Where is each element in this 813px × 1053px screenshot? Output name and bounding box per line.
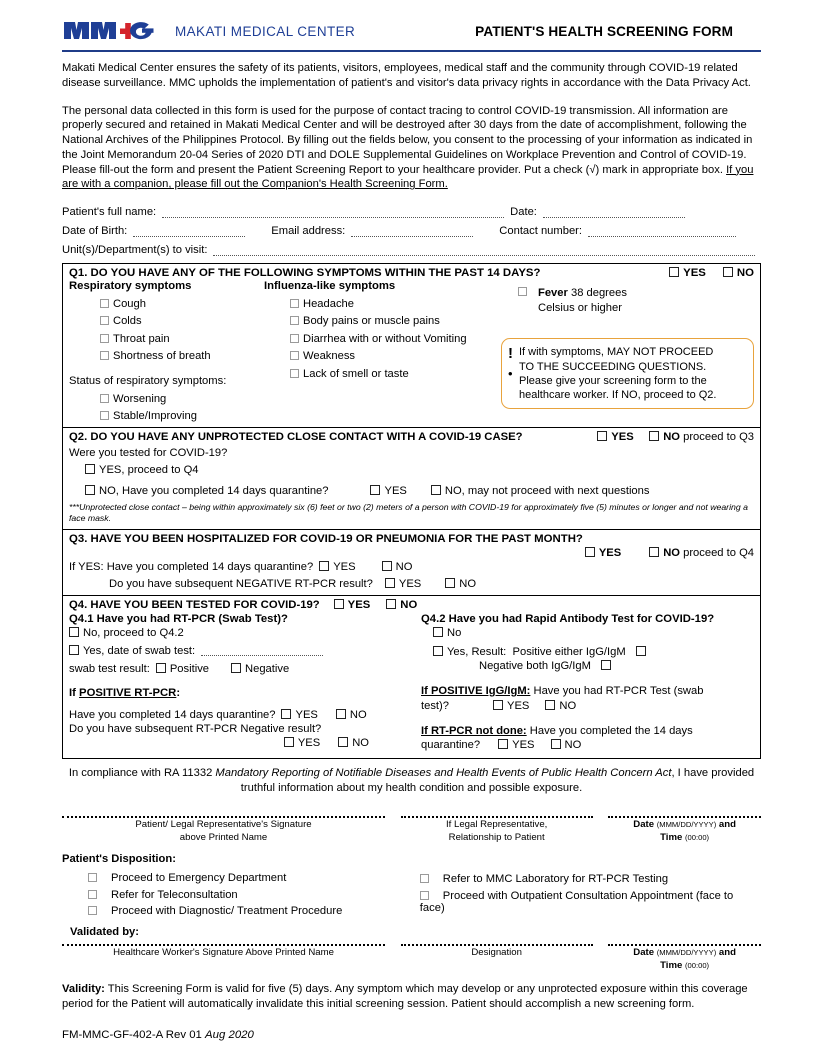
q1-question-text: Q1. DO YOU HAVE ANY OF THE FOLLOWING SYMPTOMS WITHIN THE PAST 14 DAYS?: [69, 267, 541, 280]
q41-quarantine-no-label: NO: [349, 709, 367, 721]
intro-paragraph-1: Makati Medical Center ensures the safety of its patients, visitors, employees, medical staff and the community through COVID-19 related disease surveillance. MMC upholds the implementation of patient's and visitor's data privacy rights in accordance with the Data Privacy Act.: [62, 62, 751, 89]
q41-yes-label: Yes, date of swab test:: [83, 645, 196, 657]
fever-checkbox[interactable]: [518, 287, 527, 296]
warning-line-3: Please give your screening form to the: [519, 374, 707, 387]
throat-pain-checkbox[interactable]: [100, 334, 109, 343]
disposition-right-column: [412, 868, 761, 918]
designation-caption: Designation: [471, 947, 522, 959]
body-pains-label: Body pains or muscle pains: [303, 315, 440, 328]
if-positive-bold: POSITIVE RT-PCR: [79, 687, 177, 699]
q3-quarantine-no-checkbox[interactable]: [382, 561, 392, 571]
q42-column: [421, 613, 754, 753]
q41-result-row: [69, 663, 415, 675]
q4-answer-group: [334, 599, 418, 611]
q41-subsequent-yes-checkbox[interactable]: [284, 737, 294, 747]
healthcare-signature-block[interactable]: [62, 944, 385, 973]
q41-no-checkbox[interactable]: [69, 627, 79, 637]
q3-yes-label: YES: [598, 547, 622, 559]
patient-signature-row: [62, 816, 761, 845]
q1-header-row: [69, 267, 754, 279]
q1-no-checkbox[interactable]: [723, 267, 733, 277]
warning-inner: [508, 345, 745, 402]
fever-text: [531, 286, 627, 315]
q2-yes-option-row[interactable]: [69, 464, 754, 476]
q3-negative-label: Do you have subsequent NEGATIVE RT-PCR result?: [109, 578, 373, 590]
q3-yes-checkbox[interactable]: [585, 547, 595, 557]
q1-yes-label: YES: [683, 267, 706, 280]
colds-label: Colds: [113, 315, 142, 328]
if-positive-prefix: If: [69, 687, 80, 699]
body-pains-checkbox[interactable]: [290, 316, 299, 325]
dob-row: [62, 225, 761, 237]
symptom-item[interactable]: [264, 315, 504, 327]
intro-paragraph-2: [62, 104, 761, 193]
date-time-line[interactable]: [608, 816, 761, 818]
q41-subsequent-no-checkbox[interactable]: [338, 737, 348, 747]
q41-subsequent-yes-label: YES: [297, 737, 321, 749]
q2-no-label: NO: [663, 431, 680, 444]
healthcare-signature-line[interactable]: [62, 944, 385, 946]
disposition-item[interactable]: [62, 889, 412, 901]
diarrhea-checkbox[interactable]: [290, 334, 299, 343]
disposition-item[interactable]: [412, 873, 761, 885]
page-title: PATIENT'S HEALTH SCREENING FORM: [475, 23, 733, 39]
q42-nd-yes-checkbox[interactable]: [498, 739, 508, 749]
q4-no-label: NO: [400, 599, 418, 611]
mmc-lab-rtpcr-label: Refer to MMC Laboratory for RT-PCR Testing: [442, 873, 669, 886]
q3-quarantine-label: If YES: Have you completed 14 days quarantine?: [69, 561, 314, 573]
q41-no-label: No, proceed to Q4.2: [83, 627, 184, 639]
sig-gap-1: [385, 816, 401, 845]
emergency-department-checkbox[interactable]: [88, 873, 97, 882]
rep-line1: If Legal Representative,: [445, 818, 548, 830]
diarrhea-label: Diarrhea with or without Vomiting: [303, 332, 467, 345]
swab-date-input[interactable]: [201, 645, 323, 656]
q41-subsequent-label: Do you have subsequent RT-PCR Negative result?: [69, 723, 322, 735]
q3-line-1: [69, 561, 754, 573]
disposition-left-column: [62, 868, 412, 918]
headache-checkbox[interactable]: [290, 299, 299, 308]
contact-input[interactable]: [588, 226, 736, 237]
hw-date-format-label: (MMM/DD/YYYY): [656, 948, 717, 958]
symptom-warning-box: [501, 338, 754, 409]
symptom-item[interactable]: [69, 333, 264, 345]
form-header: [62, 10, 761, 52]
symptom-item[interactable]: [264, 298, 504, 310]
disposition-item[interactable]: [412, 890, 761, 914]
date-bold-label: Date: [633, 818, 655, 830]
q41-if-positive-header: [69, 687, 415, 699]
warning-text: [519, 345, 716, 402]
q2-quarantine-no-label: NO, may not proceed with next questions: [444, 485, 650, 498]
q3-quarantine-yes-checkbox[interactable]: [319, 561, 329, 571]
q1-no-label: NO: [736, 267, 754, 280]
doc-id-text: FM-MMC-GF-402-A Rev 01: [62, 1028, 206, 1041]
q42-if-positive-rest: Have you had RT-PCR Test (swab: [530, 685, 704, 697]
q1-answer-group: [669, 267, 754, 279]
q2-answer-group: [597, 431, 754, 443]
swab-negative-checkbox[interactable]: [231, 663, 241, 673]
question-1-section: [63, 264, 760, 428]
outpatient-consult-checkbox[interactable]: [420, 891, 429, 900]
org-name: MAKATI MEDICAL CENTER: [175, 23, 356, 39]
date-label: Date:: [510, 206, 537, 219]
warning-markers: [508, 345, 519, 402]
q41-quarantine-yes-label: YES: [295, 709, 318, 721]
date-time-block[interactable]: [608, 816, 761, 845]
q3-negative-yes-label: YES: [398, 578, 422, 590]
q42-if-notdone-bold: If RT-PCR not done:: [421, 724, 527, 737]
intro-paragraph-2-main: The personal data collected in this form is used for the purpose of contact tracing to control COVID-19 transmission. All information are properly secured and retained in Makati Medical Center and will be destroyed after 30 days from the date of accomplishment, following the National Archives of the Philippines Protocol. By filling out the fields below, you consent to the processing of your information as indicated in the Joint Memorandum 20-04 Series of 2020 DTI and DOLE Supplemental Guidelines on Workplace Prevention and Control of COVID-19. Please fill-out the form and present the Patient Screening Report to your healthcare provider. Put a check (√) mark in appropriate box.: [62, 104, 753, 176]
q4-yes-checkbox[interactable]: [334, 599, 344, 609]
exclamation-icon: !: [508, 345, 513, 363]
q42-result1-label: Positive either IgG/IgM: [512, 646, 626, 658]
q42-result2-row: [421, 660, 754, 672]
validated-by-label: Validated by:: [70, 926, 140, 939]
swab-result-label: swab test result:: [69, 663, 150, 675]
date-format-label: (MMM/DD/YYYY): [656, 819, 717, 829]
q42-result2-checkbox[interactable]: [601, 660, 611, 670]
representative-caption: [401, 819, 593, 845]
symptom-item[interactable]: [69, 298, 264, 310]
q2-footnote: ***Unprotected close contact – being within approximately six (6) feet or two (2) meters of a person with COVID-19 for approximately five (5) minutes or longer and not wearing a face mask.: [69, 502, 748, 524]
q2-tested-yes-checkbox[interactable]: [85, 464, 95, 474]
q2-quarantine-no-checkbox[interactable]: [431, 485, 441, 495]
symptom-item[interactable]: [69, 350, 264, 362]
full-name-label: Patient's full name:: [62, 206, 157, 219]
q41-subsequent-row: [69, 737, 415, 749]
q3-line-2: [69, 578, 754, 590]
question-4-section: [63, 596, 760, 758]
email-input[interactable]: [351, 226, 473, 237]
q42-yes-row: [421, 646, 754, 658]
q4-header-row: [69, 599, 754, 611]
contact-label: Contact number:: [499, 225, 583, 238]
q3-quarantine-no-label: NO: [395, 561, 413, 573]
q3-no-suffix: proceed to Q4: [679, 547, 754, 559]
healthcare-date-line[interactable]: [608, 944, 761, 946]
respiratory-status-label: Status of respiratory symptoms:: [69, 375, 227, 388]
q2-tested-no-checkbox[interactable]: [85, 485, 95, 495]
q4-no-checkbox[interactable]: [386, 599, 396, 609]
disposition-section: [62, 853, 761, 939]
q42-nd-no-checkbox[interactable]: [551, 739, 561, 749]
q42-no-row[interactable]: [421, 627, 754, 639]
weakness-label: Weakness: [303, 350, 356, 363]
headache-label: Headache: [303, 297, 355, 310]
doc-date-text: Aug 2020: [205, 1028, 254, 1041]
healthcare-signature-row: [62, 944, 761, 973]
q2-no-suffix: proceed to Q3: [679, 431, 754, 444]
weakness-checkbox[interactable]: [290, 351, 299, 360]
disposition-item[interactable]: [62, 905, 412, 917]
q4-columns: [69, 613, 754, 753]
cough-label: Cough: [113, 297, 146, 310]
q42-pos-yes-checkbox[interactable]: [493, 700, 503, 710]
lack-of-smell-label: Lack of smell or taste: [303, 367, 409, 380]
q2-tested-no-label: NO, Have you completed 14 days quarantine?: [99, 485, 329, 498]
q2-quarantine-yes-checkbox[interactable]: [370, 485, 380, 495]
symptom-item[interactable]: [264, 350, 504, 362]
compliance-prefix: In compliance with RA 11332: [68, 767, 216, 780]
q41-column: [69, 613, 421, 753]
disposition-title: Patient's Disposition:: [62, 852, 176, 865]
compliance-statement: [62, 766, 761, 796]
outpatient-consult-label: Proceed with Outpatient Consultation Appointment (face to face): [419, 889, 734, 914]
q2-question-text: Q2. DO YOU HAVE ANY UNPROTECTED CLOSE CONTACT WITH A COVID-19 CASE?: [69, 431, 523, 444]
q42-yes-label: Yes, Result:: [447, 646, 507, 658]
q3-no-label: NO: [663, 547, 680, 559]
fever-item[interactable]: [504, 286, 754, 315]
date-input[interactable]: [543, 207, 685, 218]
validity-note: [62, 982, 761, 1012]
q4-question-text: Q4. HAVE YOU BEEN TESTED FOR COVID-19?: [69, 599, 320, 611]
patient-info-fields: [62, 206, 761, 256]
hw-gap-1: [385, 944, 401, 973]
brand-lockup: [62, 18, 355, 44]
q3-quarantine-yes-label: YES: [333, 561, 356, 573]
disposition-item[interactable]: [62, 872, 412, 884]
swab-negative-label: Negative: [245, 663, 290, 675]
time-format-label: (00:00): [685, 832, 710, 842]
unit-label: Unit(s)/Department(s) to visit:: [62, 244, 208, 257]
respiratory-header: Respiratory symptoms: [69, 280, 192, 293]
influenza-header: Influenza-like symptoms: [264, 280, 396, 293]
representative-block[interactable]: [401, 816, 593, 845]
patient-sig-line2: above Printed Name: [179, 831, 268, 843]
diagnostic-procedure-label: Proceed with Diagnostic/ Treatment Procedure: [111, 905, 343, 918]
q42-nd-yes-label: YES: [512, 739, 535, 752]
q2-header-row: [69, 431, 754, 443]
validity-label: Validity:: [62, 982, 105, 995]
hw-date-and-label: and: [716, 947, 736, 959]
q3-answer-group: [69, 547, 754, 559]
hw-gap-2: [593, 944, 609, 973]
cough-checkbox[interactable]: [100, 299, 109, 308]
lack-of-smell-checkbox[interactable]: [290, 369, 299, 378]
worsening-checkbox[interactable]: [100, 394, 109, 403]
q41-yes-checkbox[interactable]: [69, 645, 79, 655]
q2-yes-checkbox[interactable]: [597, 431, 607, 441]
patient-signature-caption: [62, 819, 385, 845]
fever-bold-label: Fever: [538, 287, 568, 300]
q3-negative-no-label: NO: [459, 578, 477, 590]
q2-no-option-row: [69, 485, 754, 497]
q41-quarantine-row: [69, 709, 415, 721]
email-label: Email address:: [271, 225, 346, 238]
q42-if-notdone-rest2: quarantine?: [421, 739, 481, 752]
unit-input[interactable]: [213, 245, 755, 256]
q41-quarantine-no-checkbox[interactable]: [336, 709, 346, 719]
hw-time-format-label: (00:00): [685, 961, 710, 970]
fever-rest-label: 38 degrees: [567, 287, 627, 300]
healthcare-signature-caption: Healthcare Worker's Signature Above Printed Name: [113, 947, 334, 959]
patient-sig-line1: Patient/ Legal Representative's Signature: [135, 818, 312, 830]
q3-negative-yes-checkbox[interactable]: [385, 578, 395, 588]
bullet-dot-icon: •: [508, 365, 513, 381]
unit-row: [62, 244, 761, 256]
symptom-item[interactable]: [264, 368, 504, 380]
status-item[interactable]: [69, 410, 264, 422]
designation-line[interactable]: [401, 944, 593, 946]
q42-result2-label: Negative both IgG/IgM: [479, 660, 591, 672]
companion-form-note: If you are with a companion, please fill out the Companion's Health Screening Form.: [62, 163, 754, 191]
q42-if-positive-rest2: test)?: [421, 699, 449, 712]
q41-subsequent-no-label: NO: [352, 737, 369, 749]
fever-line2-label: Celsius or higher: [538, 301, 622, 314]
compliance-suffix: , I have provided truthful information about my health condition and possible exposure.: [240, 767, 755, 794]
q42-if-notdone-rest: Have you completed the 14 days: [526, 724, 693, 737]
patient-signature-line[interactable]: [62, 816, 385, 818]
date-and-label: and: [716, 818, 736, 830]
q42-pos-no-checkbox[interactable]: [545, 700, 555, 710]
question-3-section: [63, 530, 760, 596]
rep-line2: Relationship to Patient: [448, 831, 545, 843]
if-positive-suffix: :: [176, 687, 181, 699]
question-2-section: [63, 428, 760, 530]
compliance-act-title: Mandatory Reporting of Notifiable Diseases and Health Events of Public Health Concern Act: [215, 767, 672, 780]
mmc-logo-icon: [62, 18, 168, 44]
q42-pos-no-label: NO: [559, 699, 577, 712]
hw-time-bold-label: Time: [660, 960, 683, 971]
document-id: [62, 1029, 761, 1041]
q42-yes-checkbox[interactable]: [433, 646, 443, 656]
q2-yes-label: YES: [611, 431, 634, 444]
symptom-item[interactable]: [264, 333, 504, 345]
q42-header: Q4.2 Have you had Rapid Antibody Test for COVID-19?: [421, 613, 715, 625]
q42-if-positive-bold: If POSITIVE IgG/IgM:: [421, 685, 531, 697]
time-bold-label: Time: [660, 831, 683, 843]
q42-result1-checkbox[interactable]: [636, 646, 646, 656]
validity-text: This Screening Form is valid for five (5) days. Any symptom which may develop or any unprotected exposure within this coverage period for the Patient will automatically invalidate this initial screening session. Patient should accomplish a new screening form.: [62, 982, 748, 1010]
q3-no-checkbox[interactable]: [649, 547, 659, 557]
q4-yes-label: YES: [347, 599, 371, 611]
warning-line-4: healthcare worker. If NO, proceed to Q2.: [519, 389, 717, 402]
q1-respiratory-column: [69, 280, 264, 422]
representative-line[interactable]: [401, 816, 593, 818]
q2-no-checkbox[interactable]: [649, 431, 659, 441]
warning-line-2: TO THE SUCCEEDING QUESTIONS.: [519, 360, 707, 373]
dob-label: Date of Birth:: [62, 225, 128, 238]
full-name-input[interactable]: [162, 207, 504, 218]
designation-block[interactable]: [401, 944, 593, 973]
stable-improving-label: Stable/Improving: [113, 410, 197, 423]
q42-no-label: No: [447, 627, 462, 639]
q42-if-positive-block: [421, 684, 754, 714]
dob-input[interactable]: [133, 226, 245, 237]
swab-positive-checkbox[interactable]: [156, 663, 166, 673]
q1-yes-checkbox[interactable]: [669, 267, 679, 277]
shortness-of-breath-checkbox[interactable]: [100, 351, 109, 360]
disposition-columns: [62, 868, 761, 918]
stable-improving-checkbox[interactable]: [100, 411, 109, 420]
q42-nd-no-label: NO: [564, 739, 582, 752]
teleconsultation-label: Refer for Teleconsultation: [111, 888, 238, 901]
teleconsultation-checkbox[interactable]: [88, 890, 97, 899]
date-time-caption: [608, 819, 761, 845]
full-name-row: [62, 206, 761, 218]
q41-yes-row: [69, 645, 415, 657]
q41-quarantine-yes-checkbox[interactable]: [281, 709, 291, 719]
q41-quarantine-label: Have you completed 14 days quarantine?: [69, 709, 276, 721]
q2-tested-label: Were you tested for COVID-19?: [69, 447, 228, 460]
worsening-label: Worsening: [113, 392, 167, 405]
questions-box: [62, 263, 761, 759]
q1-influenza-column: [264, 280, 504, 422]
q42-pos-yes-label: YES: [506, 699, 530, 712]
q42-no-checkbox[interactable]: [433, 627, 443, 637]
emergency-department-label: Proceed to Emergency Department: [111, 872, 287, 885]
healthcare-date-block[interactable]: [608, 944, 761, 973]
q2-quarantine-yes-label: YES: [384, 485, 407, 498]
q1-columns: [69, 280, 754, 422]
colds-checkbox[interactable]: [100, 316, 109, 325]
healthcare-date-caption: [608, 947, 761, 973]
q2-tested-yes-label: YES, proceed to Q4: [99, 464, 199, 477]
q3-negative-no-checkbox[interactable]: [445, 578, 455, 588]
mmc-lab-rtpcr-checkbox[interactable]: [420, 874, 429, 883]
q42-if-notdone-block: [421, 724, 754, 754]
symptom-item[interactable]: [69, 315, 264, 327]
q41-no-row[interactable]: [69, 627, 415, 639]
diagnostic-procedure-checkbox[interactable]: [88, 906, 97, 915]
hw-date-bold-label: Date: [633, 947, 655, 959]
q3-question-text: Q3. HAVE YOU BEEN HOSPITALIZED FOR COVID-19 OR PNEUMONIA FOR THE PAST MONTH?: [69, 533, 583, 545]
throat-pain-label: Throat pain: [113, 332, 170, 345]
patient-signature-block[interactable]: [62, 816, 385, 845]
swab-positive-label: Positive: [169, 663, 210, 675]
sig-gap-2: [593, 816, 609, 845]
q41-header: Q4.1 Have you had RT-PCR (Swab Test)?: [69, 613, 288, 625]
status-item[interactable]: [69, 393, 264, 405]
warning-line-1: If with symptoms, MAY NOT PROCEED: [519, 346, 714, 359]
shortness-of-breath-label: Shortness of breath: [113, 350, 211, 363]
